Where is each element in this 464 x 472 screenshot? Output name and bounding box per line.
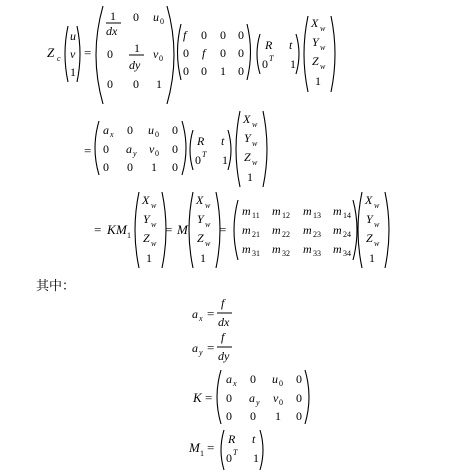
m23-subscript: 23 xyxy=(313,230,321,239)
intrinsic-1-over-dy-numerator: 1 xyxy=(134,41,140,55)
def-k-a-x: a xyxy=(226,372,232,386)
lhs-vector-right-paren xyxy=(77,26,80,82)
projection-zero-23: 0 xyxy=(220,46,226,60)
world-4-x-subscript: w xyxy=(205,201,211,210)
extrinsic-r: R xyxy=(265,38,273,52)
m-matrix-right-paren xyxy=(353,200,357,260)
scaled-v: v xyxy=(149,142,155,156)
def-ax-numerator-f: f xyxy=(221,296,225,310)
def-ay-numerator-f: f xyxy=(221,330,225,344)
m11: m xyxy=(242,204,251,218)
m11-subscript: 11 xyxy=(252,211,260,220)
intrinsic-u: u xyxy=(153,10,159,24)
m34: m xyxy=(333,242,342,256)
def-k: K xyxy=(193,390,202,405)
equals-sign-1: = xyxy=(84,45,92,60)
extrinsic-matrix-right-paren xyxy=(296,34,299,74)
m22-subscript: 22 xyxy=(282,230,290,239)
equation-row-2 xyxy=(84,111,267,187)
world-3-z: Z xyxy=(143,231,150,245)
def-equals-ax: = xyxy=(207,306,215,321)
scaled-v-subscript-0: 0 xyxy=(155,149,159,158)
world-5-z-subscript: w xyxy=(374,239,380,248)
lhs-one: 1 xyxy=(70,65,76,79)
def-m: M xyxy=(189,440,200,455)
m22: m xyxy=(272,223,281,237)
extrinsic-t: t xyxy=(289,38,293,52)
def-k-u: u xyxy=(272,372,278,386)
intrinsic-u-subscript-0: 0 xyxy=(160,17,164,26)
def-m1-matrix-left-paren xyxy=(221,430,224,470)
lhs-v: v xyxy=(70,47,76,61)
m14-subscript: 14 xyxy=(343,211,351,220)
world-2-z-subscript: w xyxy=(252,158,258,167)
projection-matrix-left-paren xyxy=(178,24,182,80)
km-m: M xyxy=(116,222,127,237)
m-symbol: M xyxy=(177,222,188,237)
m24: m xyxy=(333,223,342,237)
world-vector-2-left-paren xyxy=(236,111,240,187)
where-label: 其中： xyxy=(36,279,76,294)
m33: m xyxy=(303,242,312,256)
world-4-y: Y xyxy=(197,212,204,226)
m32: m xyxy=(272,242,281,256)
def-k-zero-34: 0 xyxy=(296,409,302,423)
scaled-zero-31: 0 xyxy=(103,160,109,174)
world-2-z: Z xyxy=(244,150,251,164)
world-5-y: Y xyxy=(366,212,373,226)
intrinsic-matrix-left-paren xyxy=(96,6,103,104)
lhs-vector-left-paren xyxy=(65,26,68,82)
world-vector-2-right-paren xyxy=(263,111,267,187)
def-a-y: a xyxy=(192,341,198,355)
def-equals-ay: = xyxy=(207,340,215,355)
world-4-x: X xyxy=(196,193,204,207)
m34-subscript: 34 xyxy=(343,249,351,258)
scaled-a-y-subscript: y xyxy=(133,149,137,158)
def-k-a-y-subscript: y xyxy=(256,398,260,407)
m31: m xyxy=(242,242,251,256)
intrinsic-v-subscript-0: 0 xyxy=(159,54,163,63)
scaled-zero-14: 0 xyxy=(172,123,178,137)
def-a-y-subscript: y xyxy=(199,348,203,357)
world-2-x: X xyxy=(243,112,251,126)
m33-subscript: 33 xyxy=(313,249,321,258)
scaled-u-subscript-0: 0 xyxy=(155,130,159,139)
def-k-matrix-right-paren xyxy=(305,370,309,424)
def-k-zero-12: 0 xyxy=(250,372,256,386)
scaled-one-33: 1 xyxy=(151,160,157,174)
world-vector-1-left-paren xyxy=(304,16,308,92)
world-4-one: 1 xyxy=(200,251,206,265)
m23: m xyxy=(303,223,312,237)
def-m-subscript-1: 1 xyxy=(200,449,204,458)
scaled-intrinsic-right-paren xyxy=(182,121,186,175)
m13-subscript: 13 xyxy=(313,211,321,220)
world-1-one: 1 xyxy=(315,74,321,88)
equals-sign-4: = xyxy=(165,222,173,237)
def-k-zero-21: 0 xyxy=(226,391,232,405)
world-5-z: Z xyxy=(366,231,373,245)
equals-sign-3: = xyxy=(94,222,102,237)
def-m1-one: 1 xyxy=(253,451,259,465)
extrinsic-2-zero: 0 xyxy=(195,153,201,167)
world-3-z-subscript: w xyxy=(151,239,157,248)
projection-f-11: f xyxy=(183,28,187,42)
extrinsic-matrix-left-paren xyxy=(257,34,260,74)
extrinsic-one: 1 xyxy=(290,57,296,71)
world-1-x-subscript: w xyxy=(320,24,326,33)
world-5-x-subscript: w xyxy=(374,201,380,210)
world-1-y: Y xyxy=(312,35,319,49)
equation-row-1 xyxy=(47,6,335,104)
m21: m xyxy=(242,223,251,237)
world-2-y-subscript: w xyxy=(252,139,258,148)
def-equals-m1: = xyxy=(207,440,215,455)
intrinsic-matrix-right-paren xyxy=(167,6,174,104)
intrinsic-zero-31: 0 xyxy=(107,77,113,91)
world-2-x-subscript: w xyxy=(252,120,258,129)
world-vector-3-left-paren xyxy=(135,192,139,268)
intrinsic-dx-denominator: dx xyxy=(106,24,118,38)
equals-sign-2: = xyxy=(84,143,92,158)
def-k-v: v xyxy=(273,391,279,405)
def-equals-k: = xyxy=(205,390,213,405)
world-vector-5-right-paren xyxy=(385,192,389,268)
def-m1-transpose-superscript: T xyxy=(233,448,238,457)
scaled-intrinsic-left-paren xyxy=(95,121,99,175)
extrinsic-2-transpose-superscript: T xyxy=(202,150,207,159)
def-m1-zero: 0 xyxy=(226,451,232,465)
world-vector-4-left-paren xyxy=(189,192,193,268)
scaled-zero-21: 0 xyxy=(103,142,109,156)
world-3-x: X xyxy=(142,193,150,207)
def-k-zero-32: 0 xyxy=(250,409,256,423)
lhs-c-subscript: c xyxy=(57,54,61,63)
intrinsic-dy-denominator: dy xyxy=(129,58,141,72)
world-1-z: Z xyxy=(312,54,319,68)
world-1-y-subscript: w xyxy=(320,43,326,52)
m13: m xyxy=(303,204,312,218)
def-a-x-subscript: x xyxy=(199,314,203,323)
intrinsic-v: v xyxy=(153,47,159,61)
equation-row-3 xyxy=(94,192,389,268)
world-3-one: 1 xyxy=(146,251,152,265)
km-m-subscript-1: 1 xyxy=(127,231,131,240)
world-4-z: Z xyxy=(197,231,204,245)
world-3-y: Y xyxy=(143,212,150,226)
extrinsic-transpose-superscript: T xyxy=(269,54,274,63)
scaled-a-x-subscript: x xyxy=(110,130,114,139)
projection-zero-21: 0 xyxy=(183,46,189,60)
km-k: K xyxy=(107,222,116,237)
def-k-zero-24: 0 xyxy=(296,391,302,405)
projection-f-22: f xyxy=(202,46,206,60)
intrinsic-zero-12: 0 xyxy=(133,10,139,24)
projection-zero-12: 0 xyxy=(201,28,207,42)
intrinsic-1-over-dx-numerator: 1 xyxy=(110,9,116,23)
world-5-one: 1 xyxy=(369,251,375,265)
world-1-z-subscript: w xyxy=(320,62,326,71)
m12: m xyxy=(272,204,281,218)
lhs-z-symbol: Z xyxy=(47,45,55,60)
def-a-x: a xyxy=(192,307,198,321)
m-matrix-left-paren xyxy=(234,200,238,260)
def-m1-matrix-right-paren xyxy=(260,430,263,470)
m12-subscript: 12 xyxy=(282,211,290,220)
world-2-y: Y xyxy=(244,131,251,145)
world-5-x: X xyxy=(365,193,373,207)
projection-matrix-right-paren xyxy=(247,24,251,80)
extrinsic-2-r: R xyxy=(197,134,205,148)
def-k-a-y: a xyxy=(249,391,255,405)
m32-subscript: 32 xyxy=(282,249,290,258)
def-m1-r: R xyxy=(228,432,236,446)
m21-subscript: 21 xyxy=(252,230,260,239)
scaled-zero-24: 0 xyxy=(172,142,178,156)
m31-subscript: 31 xyxy=(252,249,260,258)
scaled-zero-34: 0 xyxy=(172,160,178,174)
world-vector-1-right-paren xyxy=(331,16,335,92)
scaled-u: u xyxy=(148,123,154,137)
def-m1-t: t xyxy=(252,432,256,446)
def-k-a-x-subscript: x xyxy=(233,379,237,388)
extrinsic-2-one: 1 xyxy=(222,153,228,167)
world-3-y-subscript: w xyxy=(151,220,157,229)
extrinsic-2-right-paren xyxy=(228,130,231,170)
m24-subscript: 24 xyxy=(343,230,351,239)
world-5-y-subscript: w xyxy=(374,220,380,229)
world-4-z-subscript: w xyxy=(205,239,211,248)
def-ay-denominator-dy: dy xyxy=(218,349,230,363)
def-k-u-subscript-0: 0 xyxy=(279,379,283,388)
world-2-one: 1 xyxy=(247,170,253,184)
intrinsic-zero-21: 0 xyxy=(107,47,113,61)
def-ax-denominator-dx: dx xyxy=(218,315,230,329)
extrinsic-zero: 0 xyxy=(262,57,268,71)
projection-zero-14: 0 xyxy=(238,28,244,42)
definitions xyxy=(188,296,309,470)
world-vector-5-left-paren xyxy=(358,192,362,268)
def-k-zero-14: 0 xyxy=(296,372,302,386)
world-1-x: X xyxy=(311,16,319,30)
intrinsic-zero-32: 0 xyxy=(133,77,139,91)
scaled-zero-32: 0 xyxy=(127,160,133,174)
def-k-one-33: 1 xyxy=(275,409,281,423)
projection-one-33: 1 xyxy=(220,64,226,78)
extrinsic-2-t: t xyxy=(221,134,225,148)
world-4-y-subscript: w xyxy=(205,220,211,229)
scaled-a-x: a xyxy=(103,123,109,137)
extrinsic-2-left-paren xyxy=(190,130,193,170)
projection-zero-24: 0 xyxy=(238,46,244,60)
def-k-matrix-left-paren xyxy=(217,370,221,424)
def-k-zero-31: 0 xyxy=(226,409,232,423)
projection-zero-34: 0 xyxy=(238,64,244,78)
intrinsic-one-33: 1 xyxy=(156,77,162,91)
world-3-x-subscript: w xyxy=(151,201,157,210)
scaled-a-y: a xyxy=(126,142,132,156)
projection-zero-31: 0 xyxy=(183,64,189,78)
lhs-u: u xyxy=(70,29,76,43)
m14: m xyxy=(333,204,342,218)
equals-sign-5: = xyxy=(219,222,227,237)
projection-zero-32: 0 xyxy=(201,64,207,78)
scaled-zero-12: 0 xyxy=(127,123,133,137)
def-k-v-subscript-0: 0 xyxy=(279,398,283,407)
projection-zero-13: 0 xyxy=(220,28,226,42)
